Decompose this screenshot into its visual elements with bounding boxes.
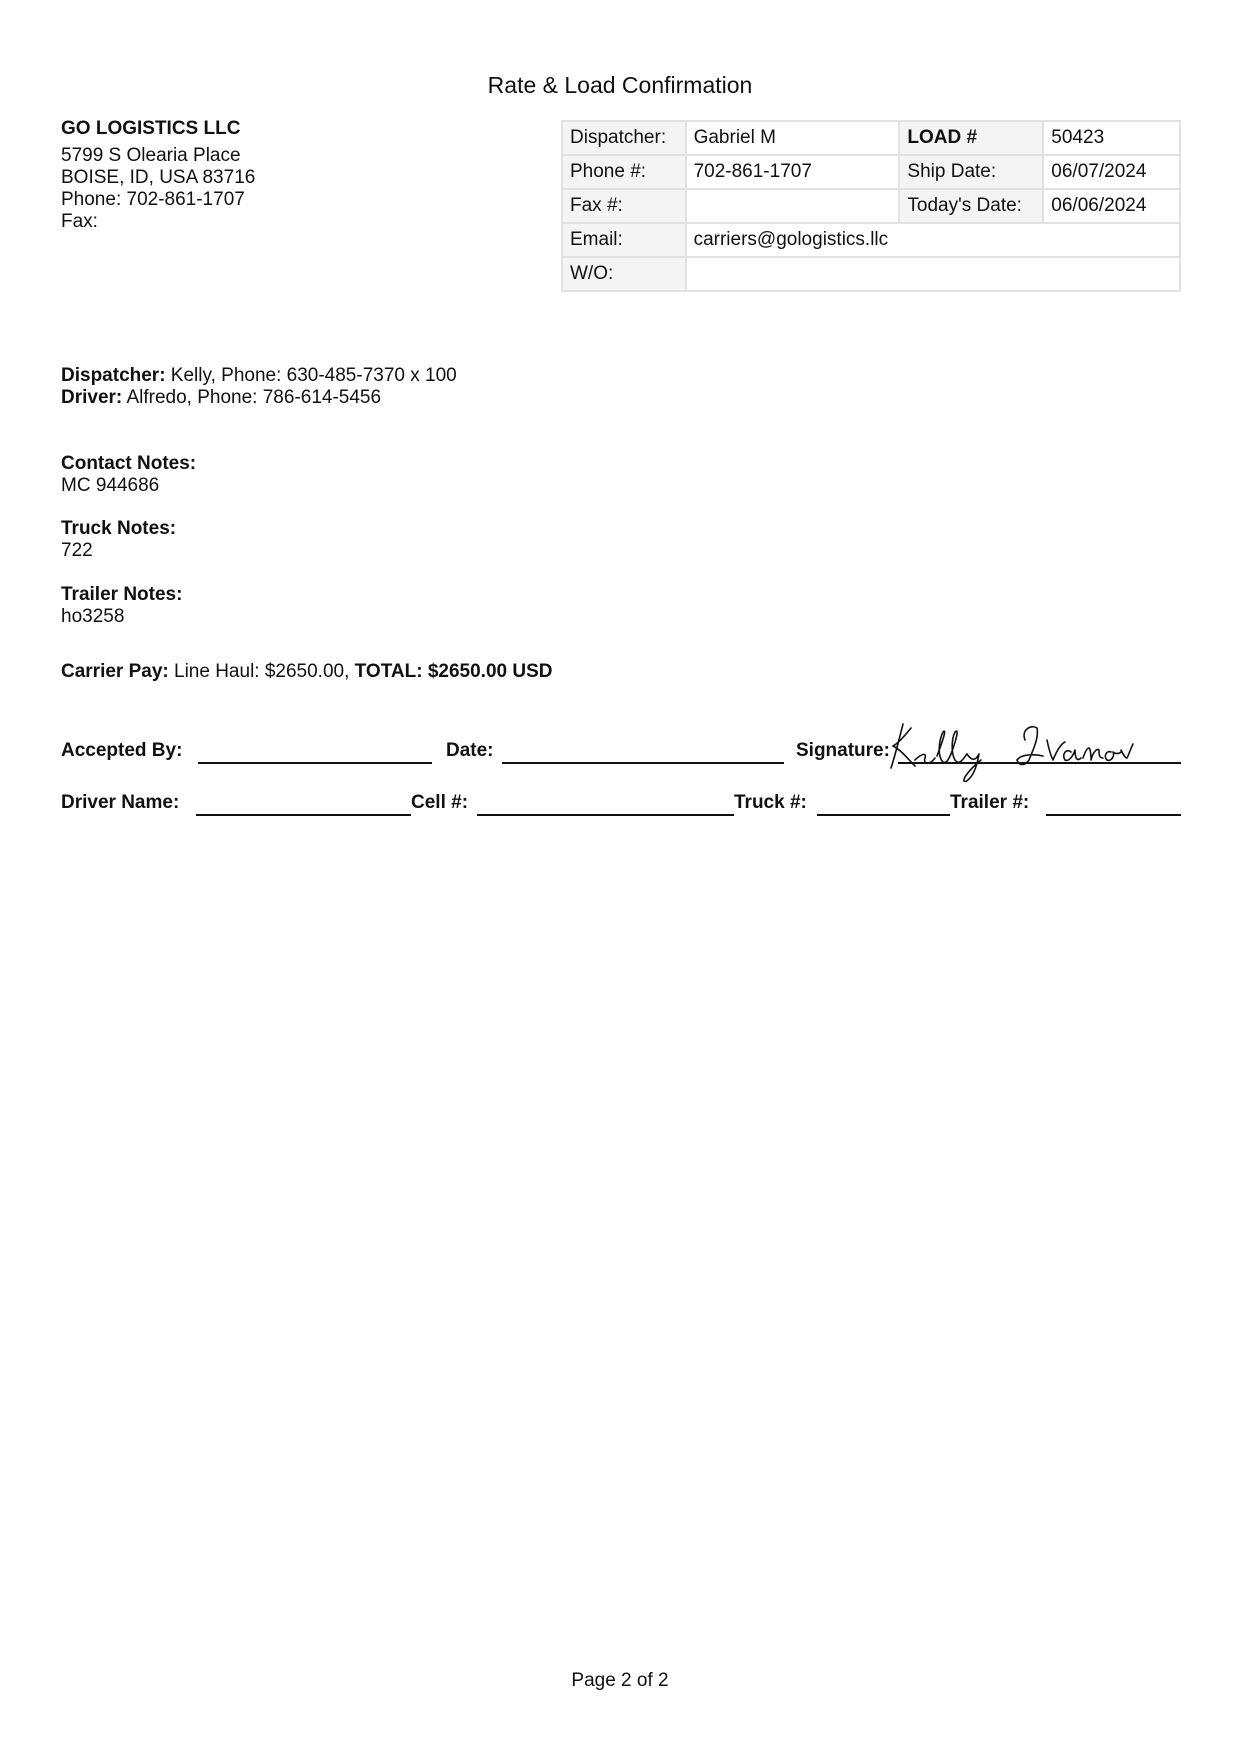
trailer-notes: [61, 584, 182, 628]
signature-label: Signature:: [796, 740, 890, 761]
dispatcher-label: Dispatcher:: [562, 121, 686, 155]
cell-field[interactable]: [477, 814, 734, 816]
carrier-pay: [61, 661, 552, 683]
dispatcher-value: Gabriel M: [686, 121, 900, 155]
email-label: Email:: [562, 223, 686, 257]
work-order-label: W/O:: [562, 257, 686, 291]
load-info-table: [561, 120, 1181, 292]
truck-number-label: Truck #:: [734, 792, 807, 813]
page-title: Rate & Load Confirmation: [487, 72, 753, 98]
todays-date-value: 06/06/2024: [1043, 189, 1180, 223]
driver-info-row: [61, 788, 1181, 818]
driver-name-field[interactable]: [196, 814, 411, 816]
fax-label: Fax #:: [562, 189, 686, 223]
company-block: [61, 118, 255, 233]
phone-label: Phone #:: [562, 155, 686, 189]
table-row: [562, 155, 1180, 189]
table-row: [562, 257, 1180, 291]
fax-value: [686, 189, 900, 223]
date-label: Date:: [446, 740, 494, 761]
date-field[interactable]: [502, 762, 784, 764]
page-number: Page 2 of 2: [571, 1670, 669, 1691]
carrier-dispatcher-label: Dispatcher:: [61, 365, 166, 386]
carrier-dispatcher-value: Kelly, Phone: 630-485-7370 x 100: [165, 365, 457, 386]
email-value: carriers@gologistics.llc: [686, 223, 1180, 257]
load-number-label: LOAD #: [899, 121, 1043, 155]
carrier-pay-total: TOTAL: $2650.00 USD: [354, 661, 553, 682]
work-order-value: [686, 257, 1180, 291]
ship-date-value: 06/07/2024: [1043, 155, 1180, 189]
accepted-by-label: Accepted By:: [61, 740, 183, 761]
company-name: GO LOGISTICS LLC: [61, 118, 241, 139]
ship-date-label: Ship Date:: [899, 155, 1043, 189]
contact-notes-value: MC 944686: [61, 475, 160, 496]
carrier-pay-line-haul: Line Haul: $2650.00,: [168, 661, 355, 682]
carrier-pay-label: Carrier Pay:: [61, 661, 169, 682]
contact-notes-label: Contact Notes:: [61, 453, 197, 474]
company-phone: Phone: 702-861-1707: [61, 189, 245, 210]
driver-name-label: Driver Name:: [61, 792, 180, 813]
company-address-line2: BOISE, ID, USA 83716: [61, 167, 256, 188]
truck-notes-value: 722: [61, 540, 93, 561]
cell-label: Cell #:: [411, 792, 469, 813]
table-row: [562, 223, 1180, 257]
trailer-notes-value: ho3258: [61, 606, 125, 627]
truck-notes: [61, 518, 176, 562]
carrier-driver-line: [61, 387, 457, 409]
todays-date-label: Today's Date:: [899, 189, 1043, 223]
table-row: [562, 121, 1180, 155]
phone-value: 702-861-1707: [686, 155, 900, 189]
trailer-notes-label: Trailer Notes:: [61, 584, 183, 605]
signature-image: [885, 710, 1135, 782]
trailer-number-field[interactable]: [1046, 814, 1181, 816]
truck-notes-label: Truck Notes:: [61, 518, 177, 539]
company-address-line1: 5799 S Olearia Place: [61, 145, 241, 166]
load-number-value: 50423: [1043, 121, 1180, 155]
carrier-driver-label: Driver:: [61, 387, 123, 408]
table-row: [562, 189, 1180, 223]
accepted-by-field[interactable]: [198, 762, 432, 764]
company-fax: Fax:: [61, 211, 98, 232]
carrier-dispatcher-line: [61, 365, 457, 387]
contact-notes: [61, 453, 196, 497]
trailer-number-label: Trailer #:: [950, 792, 1030, 813]
truck-number-field[interactable]: [817, 814, 950, 816]
carrier-driver-value: Alfredo, Phone: 786-614-5456: [122, 387, 382, 408]
carrier-contacts: [61, 365, 457, 409]
